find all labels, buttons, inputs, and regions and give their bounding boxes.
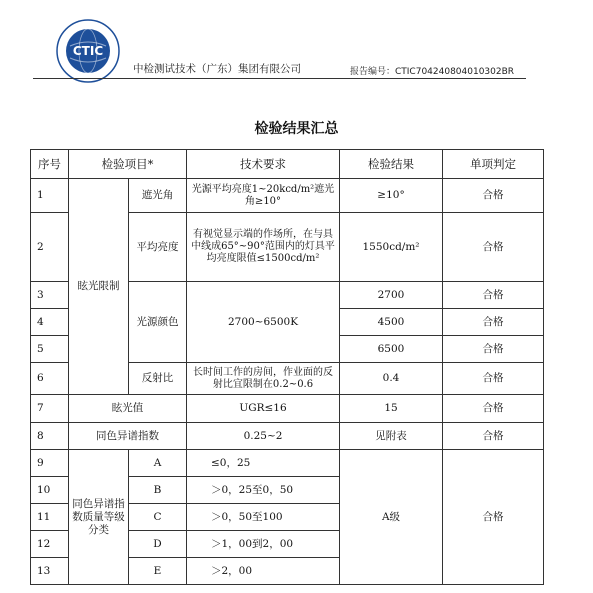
col-judgement: 单项判定 <box>443 150 544 179</box>
item-cell: 同色异谱指数 <box>69 423 187 450</box>
sub-item: A <box>129 450 187 477</box>
seq-cell: 8 <box>31 423 69 450</box>
requirement-cell: 光源平均亮度1~20kcd/m²遮光角≥10° <box>187 179 340 213</box>
seq-cell: 4 <box>31 309 69 336</box>
sub-item: C <box>129 504 187 531</box>
judge-cell: 合格 <box>443 336 544 363</box>
requirement-cell: 0.25~2 <box>187 423 340 450</box>
group-cri: 同色异谱指数质量等级分类 <box>69 450 129 585</box>
header-divider <box>33 78 526 79</box>
company-name: 中检测试技术（广东）集团有限公司 <box>133 63 301 75</box>
requirement-cell: 有视觉显示端的作场所，在与具中线成65°~90°范围内的灯具平均亮度限值≤1500cd/m² <box>187 213 340 282</box>
result-cell: 15 <box>340 395 443 423</box>
requirement-cell: ≤0，25 <box>187 450 340 477</box>
sub-item: B <box>129 477 187 504</box>
sub-item: D <box>129 531 187 558</box>
seq-cell: 9 <box>31 450 69 477</box>
requirement-cell: ＞0，50至100 <box>187 504 340 531</box>
item-cell: 眩光值 <box>69 395 187 423</box>
table-header-row <box>31 150 544 179</box>
logo-text: CTIC <box>72 44 104 58</box>
seq-cell: 10 <box>31 477 69 504</box>
seq-cell: 3 <box>31 282 69 309</box>
judge-cell: 合格 <box>443 363 544 395</box>
judge-cell: 合格 <box>443 213 544 282</box>
table-row <box>31 179 544 213</box>
col-item: 检验项目* <box>69 150 187 179</box>
sub-item: 遮光角 <box>129 179 187 213</box>
seq-cell: 11 <box>31 504 69 531</box>
table-row <box>31 423 544 450</box>
judge-cell: 合格 <box>443 179 544 213</box>
col-result: 检验结果 <box>340 150 443 179</box>
group-glare: 眩光限制 <box>69 179 129 395</box>
requirement-cell: 长时间工作的房间，作业面的反射比宜限制在0.2~0.6 <box>187 363 340 395</box>
result-cell: 4500 <box>340 309 443 336</box>
judge-cell: 合格 <box>443 282 544 309</box>
result-cell: 1550cd/m² <box>340 213 443 282</box>
seq-cell: 13 <box>31 558 69 585</box>
judge-cell: 合格 <box>443 450 544 585</box>
col-seq: 序号 <box>31 150 69 179</box>
sub-item: E <box>129 558 187 585</box>
result-cell: 6500 <box>340 336 443 363</box>
seq-cell: 1 <box>31 179 69 213</box>
requirement-cell: ＞0，25至0，50 <box>187 477 340 504</box>
requirement-cell: ＞2，00 <box>187 558 340 585</box>
table-row <box>31 450 544 477</box>
ctic-logo <box>55 18 121 84</box>
result-cell: 0.4 <box>340 363 443 395</box>
sub-item: 平均亮度 <box>129 213 187 282</box>
page-header <box>0 0 593 90</box>
result-cell: A级 <box>340 450 443 585</box>
result-cell: 2700 <box>340 282 443 309</box>
seq-cell: 2 <box>31 213 69 282</box>
col-requirement: 技术要求 <box>187 150 340 179</box>
requirement-cell: 2700~6500K <box>187 282 340 363</box>
judge-cell: 合格 <box>443 395 544 423</box>
result-cell: 见附表 <box>340 423 443 450</box>
requirement-cell: ＞1，00到2，00 <box>187 531 340 558</box>
results-table <box>30 149 544 585</box>
seq-cell: 7 <box>31 395 69 423</box>
page-title: 检验结果汇总 <box>254 121 339 137</box>
requirement-cell: UGR≤16 <box>187 395 340 423</box>
seq-cell: 5 <box>31 336 69 363</box>
sub-item: 反射比 <box>129 363 187 395</box>
table-row <box>31 395 544 423</box>
judge-cell: 合格 <box>443 309 544 336</box>
report-number: 报告编号：CTIC704240804010302BR <box>350 67 515 77</box>
judge-cell: 合格 <box>443 423 544 450</box>
sub-item: 光源颜色 <box>129 282 187 363</box>
result-cell: ≥10° <box>340 179 443 213</box>
seq-cell: 6 <box>31 363 69 395</box>
seq-cell: 12 <box>31 531 69 558</box>
